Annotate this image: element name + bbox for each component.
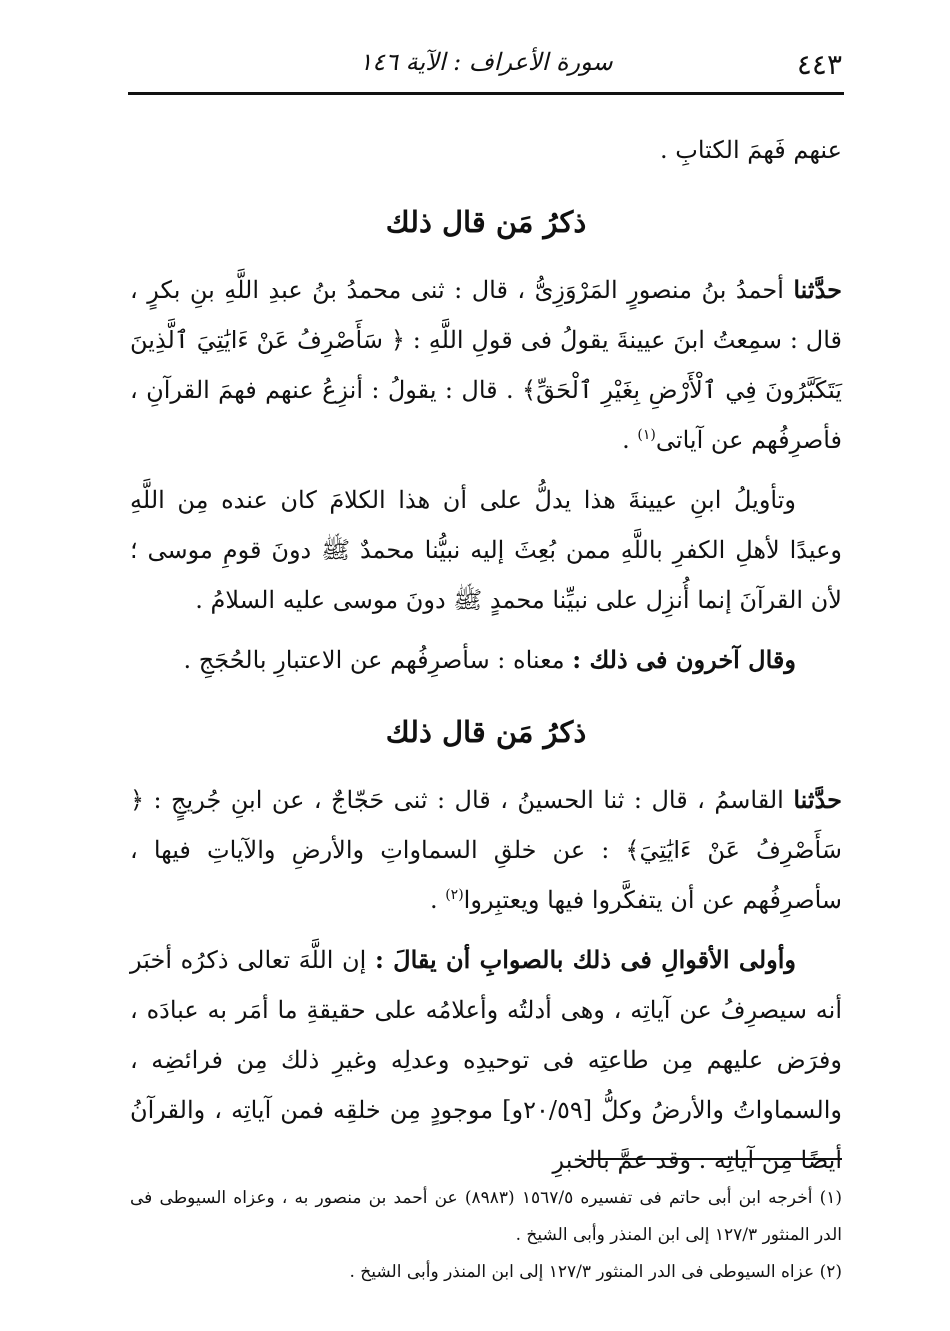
footnote-marker: (١) xyxy=(637,427,656,443)
opinion-lead: وقال آخرون فى ذلك : xyxy=(572,645,796,674)
narration-text-tail: : عن خلقِ السماواتِ والأرضِ والآياتِ فيها ، سأصرِفُهم عن أن يتفكَّروا فيها ويعتبِروا xyxy=(130,836,842,914)
narration-text: القاسمُ ، قال : ثنا الحسينُ ، قال : ثنى حَجّاجٌ ، عن ابنِ جُريجٍ : xyxy=(153,786,784,814)
footnote-rule xyxy=(587,1158,842,1160)
preferred-view-lead: وأولى الأقوالِ فى ذلك بالصوابِ أن يقالَ : xyxy=(374,945,796,974)
paragraph-narration-1 xyxy=(130,265,842,465)
quran-verse: ﴿ سَأَصْرِفُ عَنْ ءَايَٰتِيَ﴾ xyxy=(130,786,842,864)
paragraph-preferred-view xyxy=(130,935,842,1185)
footnote-1: (١) أخرجه ابن أبى حاتم فى تفسيره ١٥٦٧/٥ (٨٩٨٣) عن أحمد بن منصور به ، وعزاه السيوطى فى الدر المنثور ١٢٧/٣ إلى ابن المنذر وأبى الشيخ . xyxy=(130,1188,842,1245)
preferred-view-text: إن اللَّهَ تعالى ذكرُه أخبَر أنه سيصرِفُ عن آياتِه ، وهى أدلتُه وأعلامُه على حقيقةِ ما أمَر به عبادَه ، وفرَض عليهم مِن طاعتِه فى توحيدِه وعدلِه وغيرِ ذلك مِن فرائضِه ، والسماواتُ والأرضُ وكلُّ [٢٠/٥٩و] موجودٍ مِن خلقِه فمن آياتِه ، والقرآنُ أيضًا مِن آياتِه . وقد عمَّ بالخبرِ xyxy=(130,946,842,1174)
footnote-2: (٢) عزاه السيوطى فى الدر المنثور ١٢٧/٣ إلى ابن المنذر وأبى الشيخ . xyxy=(349,1262,842,1282)
paragraph-continuation: عنهم فَهمَ الكتابِ . xyxy=(659,136,842,164)
header-rule xyxy=(128,92,844,95)
paragraph-end: . xyxy=(622,426,638,454)
running-title: سورة الأعراف : الآية ١٤٦ xyxy=(359,48,613,76)
paragraph-other-opinion xyxy=(130,635,842,685)
narration-keyword: حدَّثنا xyxy=(793,275,842,304)
paragraph-commentary: وتأويلُ ابنِ عيينةَ هذا يدلُّ على أن هذا الكلامَ كان عنده مِن اللَّهِ وعيدًا لأهلِ الكفرِ باللَّهِ ممن بُعِثَ إليه نبيُّنا محمدٌ ﷺ دونَ قومِ موسى ؛ لأن القرآنَ إنما أُنزِل على نبيِّنا محمدٍ ﷺ دونَ موسى عليه السلامُ . xyxy=(130,486,842,614)
footnote-marker: (٢) xyxy=(445,887,464,903)
section-heading: ذكرُ مَن قال ذلك xyxy=(385,715,587,749)
paragraph-end: . xyxy=(429,886,446,914)
section-heading: ذكرُ مَن قال ذلك xyxy=(385,205,587,239)
page-number: ٤٤٣ xyxy=(796,48,842,81)
narration-text: أحمدُ بنُ منصورٍ المَرْوَزِىُّ ، قال : ثنى محمدُ بنُ عبدِ اللَّهِ بنِ بكرٍ ، قال : سمِعتُ ابنَ عيينةَ يقولُ فى قولِ اللَّهِ : xyxy=(130,276,843,354)
paragraph-narration-2 xyxy=(130,775,842,925)
footnotes xyxy=(130,1180,842,1291)
narration-keyword: حدَّثنا xyxy=(793,785,842,814)
main-text xyxy=(130,125,842,1185)
narration-text-tail: . قال : يقولُ : أنزِعُ عنهم فهمَ القرآنِ ، فأصرِفُهم عن آياتى xyxy=(130,376,842,454)
opinion-text: معناه : سأصرِفُهم عن الاعتبارِ بالحُجَجِ . xyxy=(183,646,565,674)
quran-verse: ﴿ سَأَصْرِفُ عَنْ ءَايَٰتِيَ ٱلَّذِينَ يَتَكَبَّرُونَ فِي ٱلْأَرْضِ بِغَيْرِ ٱلْحَقِّ﴾ xyxy=(130,326,842,404)
page-header xyxy=(130,44,842,84)
